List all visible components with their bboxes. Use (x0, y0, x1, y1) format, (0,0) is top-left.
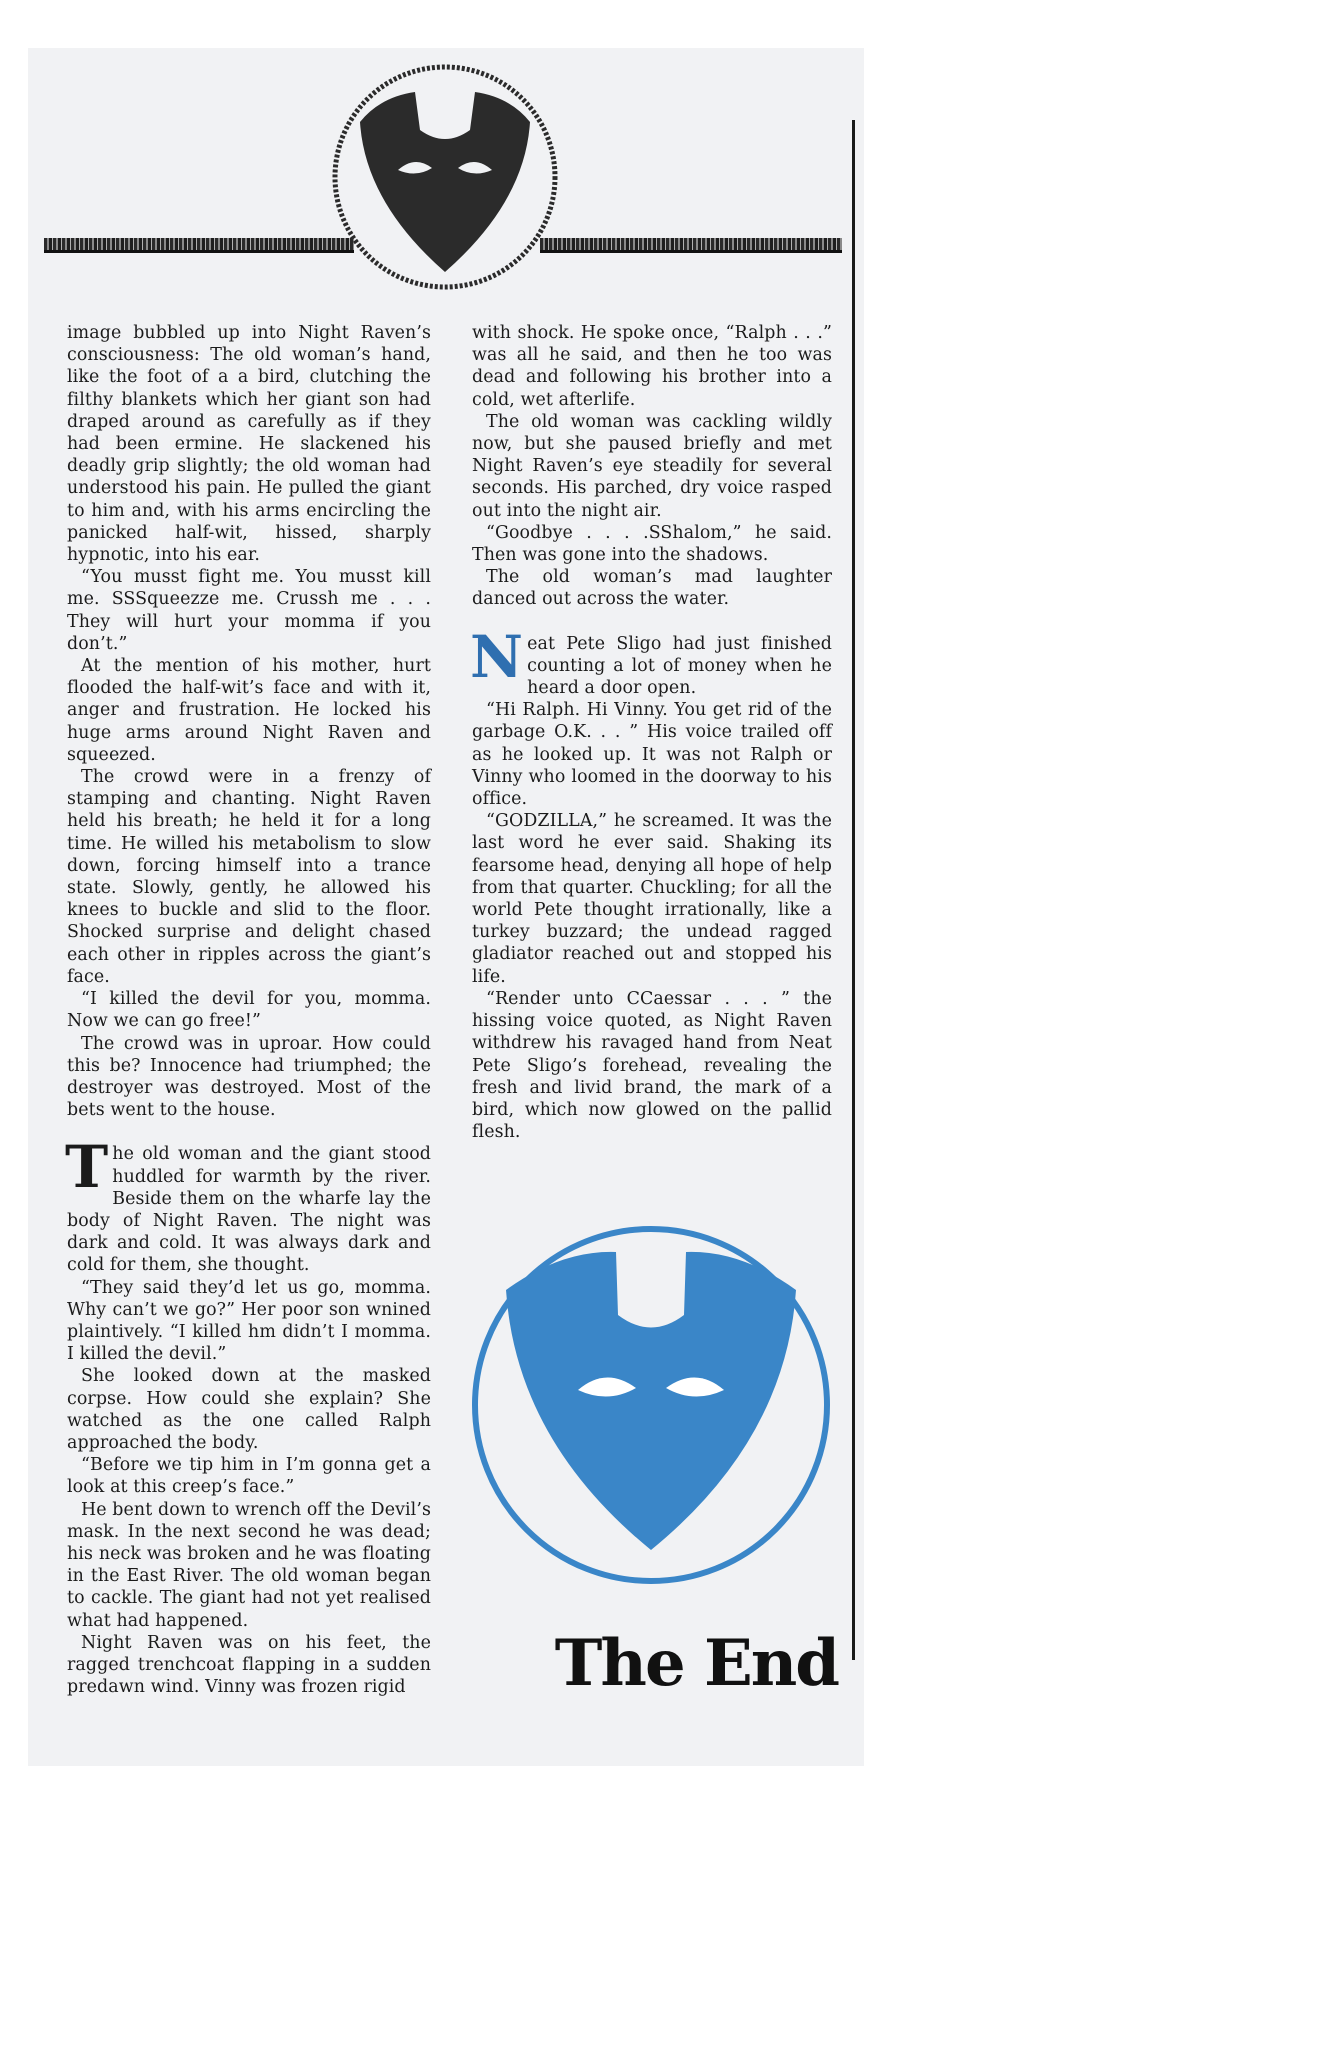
header-rule-right (540, 238, 842, 253)
column-divider-line (852, 120, 855, 1660)
paragraph: The crowd were in a frenzy of stamping and chanting. Night Raven held his breath; he held it for a long time. He willed his metabolism to slow down, forcing himself into a trance state. Slowly, gently, he allowed his knees to buckle and slid to the floor. Shocked surprise and delight chased each other in ripples across the giant’s face. (67, 767, 431, 987)
paragraph: Night Raven was on his feet, the ragged trenchcoat flapping in a sudden predawn wind. Vinny was frozen rigid (67, 1632, 431, 1698)
paragraph: “You musst fight me. You musst kill me. SSSqueezze me. Crussh me . . . They will hurt your momma if you don’t.” (67, 567, 431, 654)
night-raven-mask-icon (320, 52, 570, 302)
paragraph: She looked down at the masked corpse. How could she explain? She watched as the one called Ralph approached the body. (67, 1366, 431, 1453)
paragraph: “They said they’d let us go, momma. Why can’t we go?” Her poor son wnined plaintively. “I killed hm didn’t I momma. I killed the devil.” (67, 1277, 431, 1365)
paragraph: The old woman was cackling wildly now, but she paused briefly and met Night Raven’s eye steadily for several seconds. His parched, dry voice rasped out into the night air. (472, 411, 832, 521)
paragraph: “Hi Ralph. Hi Vinny. You get rid of the garbage O.K. . . ” His voice trailed off as he looked up. It was not Ralph or Vinny who loomed in the doorway to his office. (472, 700, 832, 810)
the-end-title: The End (554, 1626, 838, 1701)
header-rule-left (44, 238, 354, 253)
paragraph: with shock. He spoke once, “Ralph . . .” was all he said, and then he too was dead and following his brother into a cold, wet afterlife. (472, 323, 832, 410)
paragraph: image bubbled up into Night Raven’s consciousness: The old woman’s hand, like the foot of a a bird, clutching the filthy blankets which her giant son had draped around as carefully as if they had been ermine. He slackened his deadly grip slightly; the old woman had understood his pain. He pulled the giant to him and, with his arms encircling the panicked half-wit, hissed, sharply hypnotic, into his ear. (67, 323, 431, 566)
paragraph: eat Pete Sligo had just finished counting a lot of money when he heard a door open. (527, 633, 832, 699)
section-opening (65, 1133, 431, 1276)
paragraph: At the mention of his mother, hurt flooded the half-wit’s face and with it, anger and frustration. He locked his huge arms around Night Raven and squeezed. (67, 656, 431, 765)
section-opening (470, 622, 832, 700)
paragraph: The crowd was in uproar. How could this be? Innocence had triumphed; the destroyer was destroyed. Most of the bets went to the house. (67, 1033, 431, 1121)
right-column (472, 322, 832, 1143)
drop-cap: N (470, 622, 524, 691)
paragraph: “Before we tip him in I’m gonna get a look at this creep’s face.” (67, 1455, 431, 1498)
paragraph: He bent down to wrench off the Devil’s mask. In the next second he was dead; his neck was broken and he was floating in the East River. The old woman began to cackle. The giant had not yet realised what had happened. (67, 1499, 431, 1631)
paragraph: he old woman and the giant stood huddled for warmth by the river. Beside them on the wharfe lay the body of Night Raven. The night was dark and cold. It was always dark and cold for them, she thought. (67, 1144, 431, 1276)
paragraph: “Goodbye . . . .SShalom,” he said. Then was gone into the shadows. (472, 522, 832, 566)
paragraph: “I killed the devil for you, momma. Now we can go free!” (67, 989, 431, 1032)
paragraph: “GODZILLA,” he screamed. It was the last word he ever said. Shaking its fearsome head, denying all hope of help from that quarter. Chuckling; for all the world Pete thought irrationally, like a turkey buzzard; the undead ragged gladiator reached out and stopped his life. (472, 811, 832, 987)
paragraph: “Render unto CCaessar . . . ” the hissing voice quoted, as Night Raven withdrew his ravaged hand from Neat Pete Sligo’s forehead, revealing the fresh and livid brand, the mark of a bird, which now glowed on the pallid flesh. (472, 988, 832, 1143)
left-column (67, 322, 431, 1698)
night-raven-mask-icon (466, 1220, 836, 1590)
paragraph: The old woman’s mad laughter danced out across the water. (472, 567, 832, 610)
drop-cap: T (65, 1133, 109, 1202)
